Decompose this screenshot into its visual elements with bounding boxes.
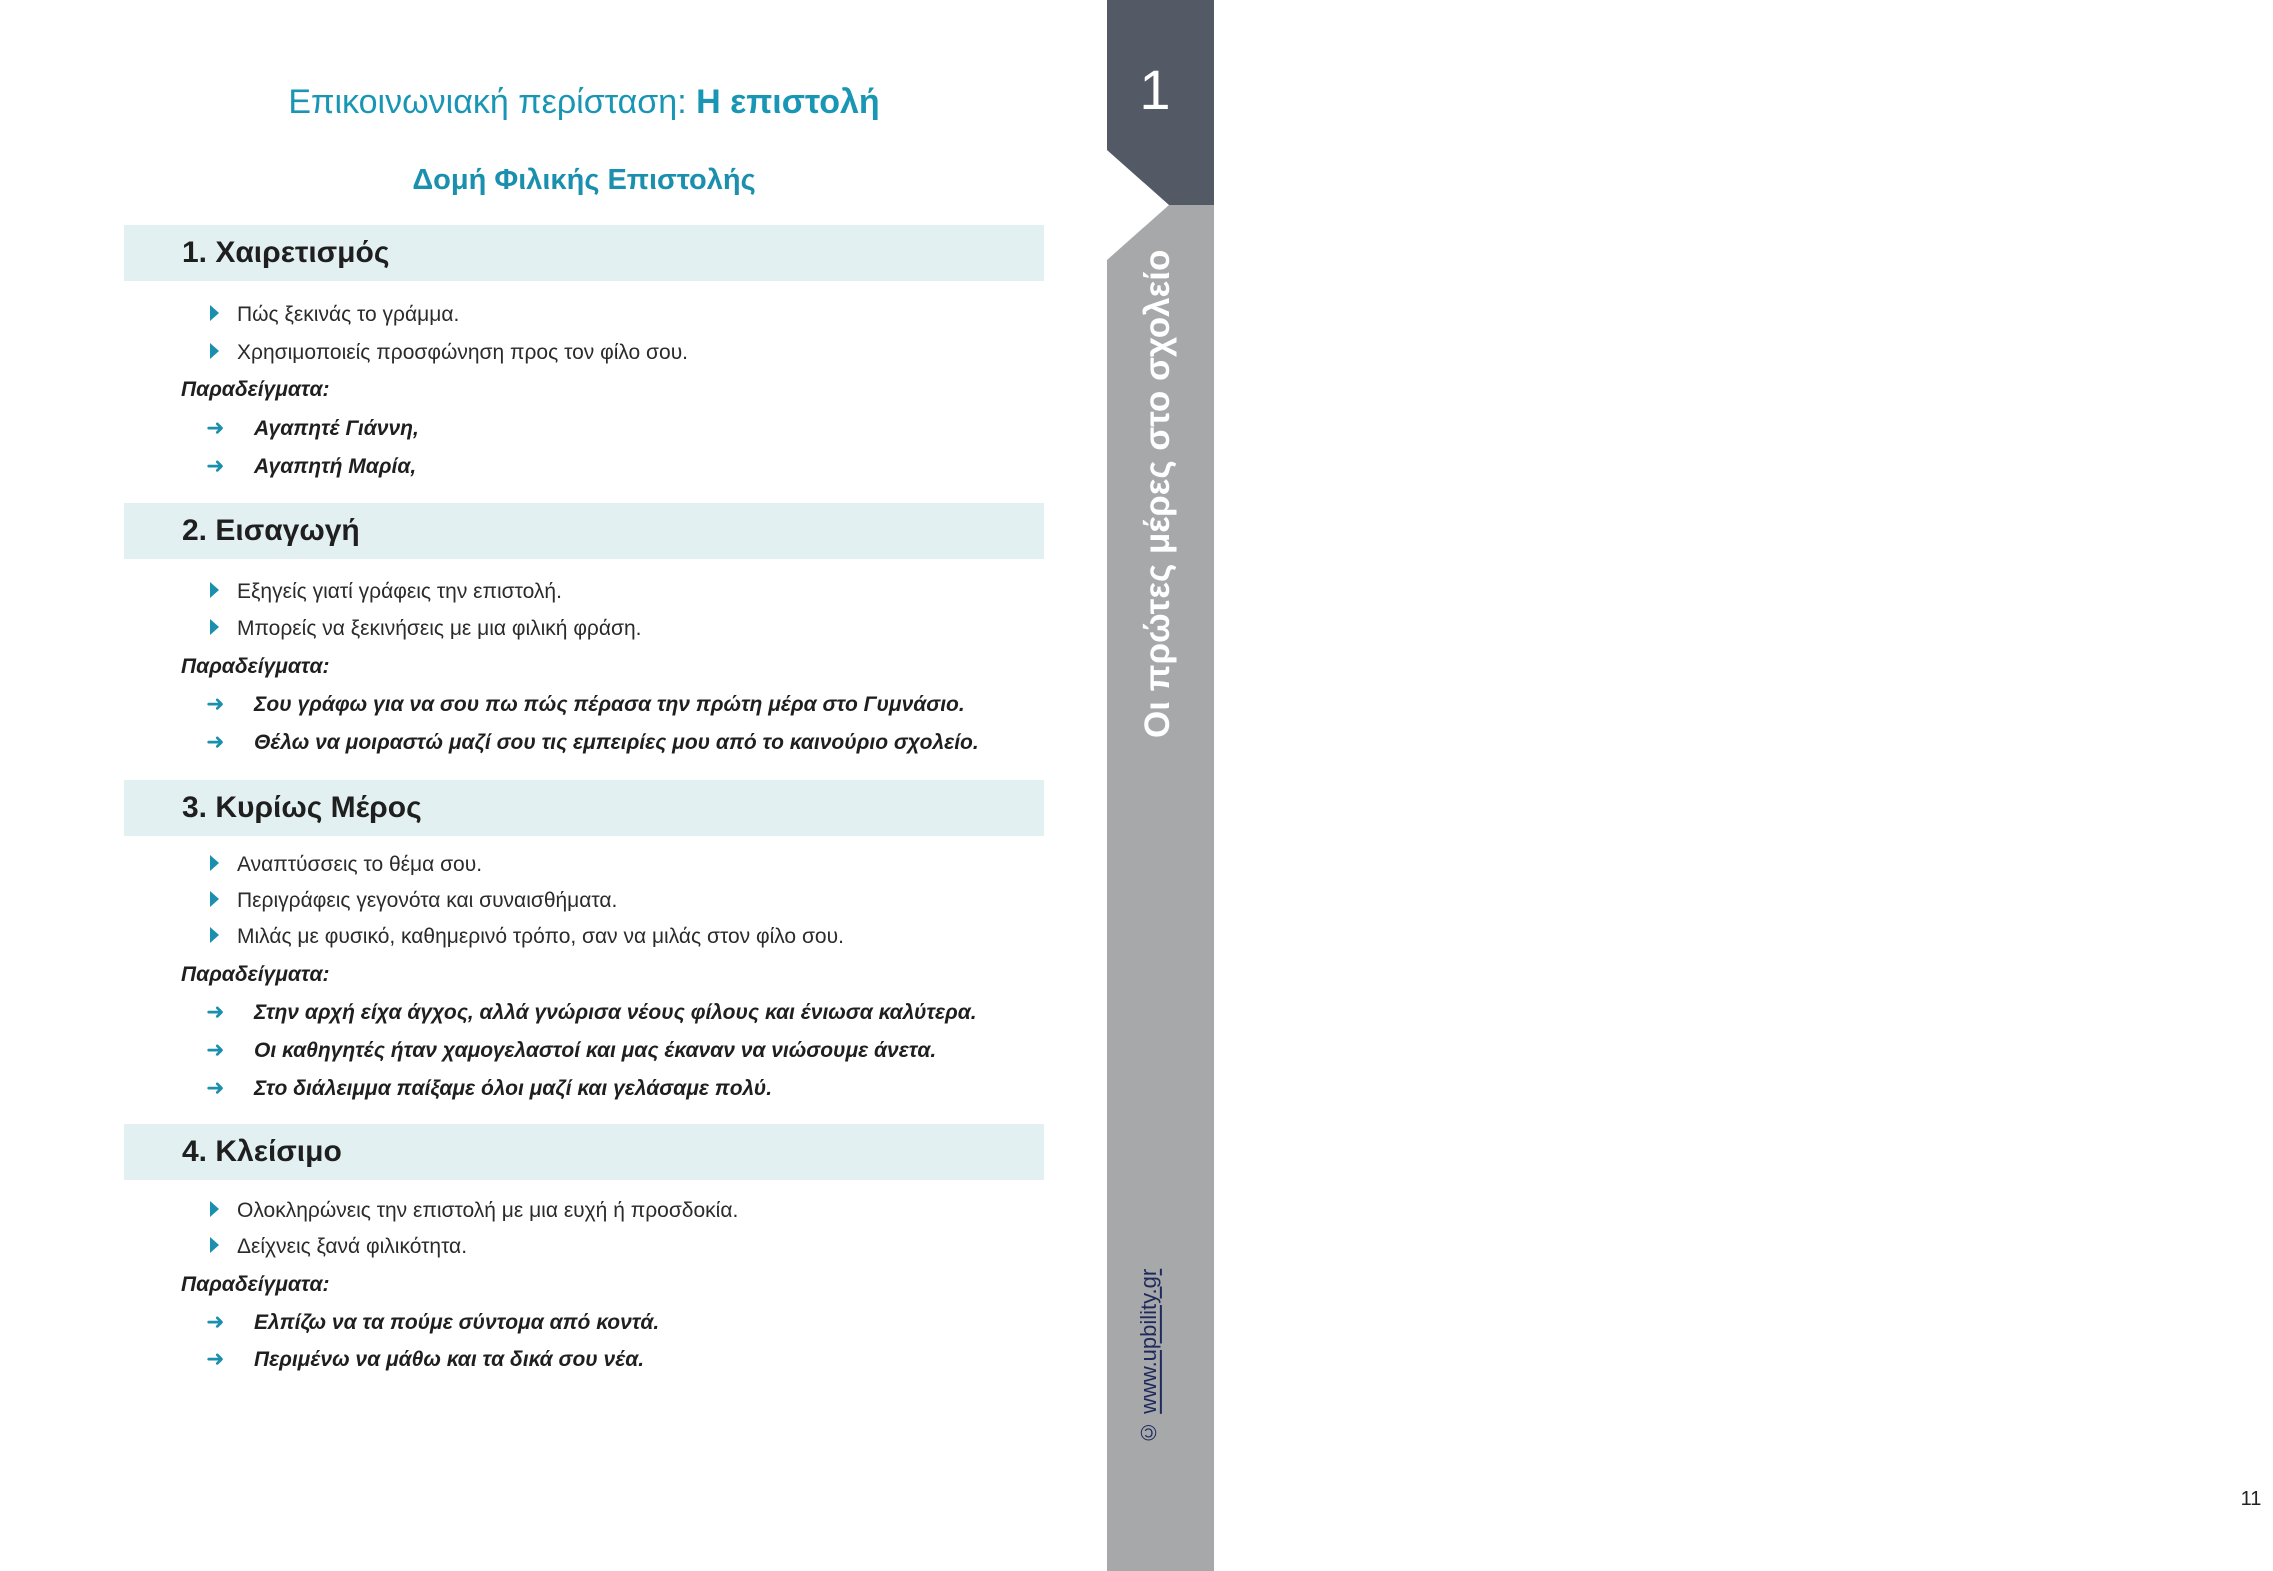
examples-label: Παραδείγματα:: [181, 378, 330, 401]
list-item: [210, 1196, 738, 1226]
list-item: [210, 338, 688, 368]
triangle-bullet-icon: [210, 1237, 219, 1253]
page-title-prefix: Επικοινωνιακή περίσταση:: [288, 83, 697, 121]
example-text: Αγαπητέ Γιάννη,: [254, 417, 419, 440]
arrow-right-icon: ➜: [206, 1346, 225, 1371]
triangle-bullet-icon: [210, 305, 219, 321]
arrow-right-icon: ➜: [206, 1075, 225, 1100]
page-title-bold: Η επιστολή: [696, 83, 880, 121]
section-header-main-body: [124, 780, 1044, 836]
bullet-text: Αναπτύσσεις το θέμα σου.: [237, 853, 483, 876]
example-text: Οι καθηγητές ήταν χαμογελαστοί και μας έκαναν να νιώσουμε άνετα.: [254, 1039, 937, 1062]
list-item: [210, 850, 482, 880]
example-item: [206, 413, 419, 444]
triangle-bullet-icon: [210, 343, 219, 359]
arrow-right-icon: ➜: [206, 1309, 225, 1334]
example-text: Θέλω να μοιραστώ μαζί σου τις εμπειρίες μου από το καινούριο σχολείο.: [254, 731, 979, 754]
arrow-right-icon: ➜: [206, 415, 225, 440]
arrow-right-icon: ➜: [206, 1037, 225, 1062]
tab-notch: [1107, 150, 1169, 260]
page-number: 11: [2240, 1488, 2262, 1510]
website-link[interactable]: www.upbility.gr: [1136, 1268, 1161, 1414]
example-item: [206, 451, 416, 482]
example-item: [206, 1307, 659, 1338]
example-text: Ελπίζω να τα πούμε σύντομα από κοντά.: [254, 1311, 660, 1334]
list-item: [210, 886, 617, 916]
example-item: [206, 1035, 936, 1066]
example-item: [206, 1344, 644, 1375]
chapter-number: 1: [1139, 58, 1171, 121]
bullet-text: Δείχνεις ξανά φιλικότητα.: [237, 1235, 468, 1258]
example-item: [206, 727, 979, 758]
bullet-text: Πώς ξεκινάς το γράμμα.: [237, 303, 460, 326]
triangle-bullet-icon: [210, 619, 219, 635]
example-text: Στην αρχή είχα άγχος, αλλά γνώρισα νέους φίλους και ένιωσα καλύτερα.: [254, 1001, 977, 1024]
list-item: [210, 300, 459, 330]
chapter-title: Οι πρώτες μέρες στο σχολείο: [1138, 249, 1177, 738]
examples-label: Παραδείγματα:: [181, 963, 330, 986]
example-text: Στο διάλειμμα παίξαμε όλοι μαζί και γελάσαμε πολύ.: [254, 1077, 773, 1100]
arrow-right-icon: ➜: [206, 691, 225, 716]
bullet-text: Μπορείς να ξεκινήσεις με μια φιλική φράση.: [237, 617, 642, 640]
section-heading: 4. Κλείσιμο: [182, 1135, 342, 1168]
copyright-notice: [1136, 1268, 1162, 1445]
examples-label: Παραδείγματα:: [181, 1273, 330, 1296]
list-item: [210, 614, 642, 644]
arrow-right-icon: ➜: [206, 999, 225, 1024]
section-header-closing: [124, 1124, 1044, 1180]
section-header-introduction: [124, 503, 1044, 559]
bullet-text: Περιγράφεις γεγονότα και συναισθήματα.: [237, 889, 618, 912]
bullet-text: Μιλάς με φυσικό, καθημερινό τρόπο, σαν να μιλάς στον φίλο σου.: [237, 925, 844, 948]
list-item: [210, 1232, 467, 1262]
example-text: Σου γράφω για να σου πω πώς πέρασα την πρώτη μέρα στο Γυμνάσιο.: [254, 693, 965, 716]
example-item: [206, 689, 965, 720]
example-item: [206, 1073, 772, 1104]
list-item: [210, 922, 844, 952]
triangle-bullet-icon: [210, 1201, 219, 1217]
section-heading: 3. Κυρίως Μέρος: [182, 791, 422, 824]
examples-label: Παραδείγματα:: [181, 655, 330, 678]
section-heading: 1. Χαιρετισμός: [182, 236, 390, 269]
example-item: [206, 997, 977, 1028]
arrow-right-icon: ➜: [206, 729, 225, 754]
triangle-bullet-icon: [210, 855, 219, 871]
section-heading: 2. Εισαγωγή: [182, 514, 360, 547]
page-subtitle: Δομή Φιλικής Επιστολής: [412, 164, 756, 196]
bullet-text: Εξηγείς γιατί γράφεις την επιστολή.: [237, 580, 562, 603]
bullet-text: Χρησιμοποιείς προσφώνηση προς τον φίλο σου.: [237, 341, 689, 364]
page-title: [124, 80, 1044, 124]
triangle-bullet-icon: [210, 927, 219, 943]
arrow-right-icon: ➜: [206, 453, 225, 478]
example-text: Αγαπητή Μαρία,: [254, 455, 417, 478]
example-text: Περιμένω να μάθω και τα δικά σου νέα.: [254, 1348, 645, 1371]
triangle-bullet-icon: [210, 891, 219, 907]
section-header-greeting: [124, 225, 1044, 281]
list-item: [210, 577, 562, 607]
bullet-text: Ολοκληρώνεις την επιστολή με μια ευχή ή προσδοκία.: [237, 1199, 739, 1222]
copyright-symbol: ©: [1136, 1420, 1161, 1445]
triangle-bullet-icon: [210, 582, 219, 598]
